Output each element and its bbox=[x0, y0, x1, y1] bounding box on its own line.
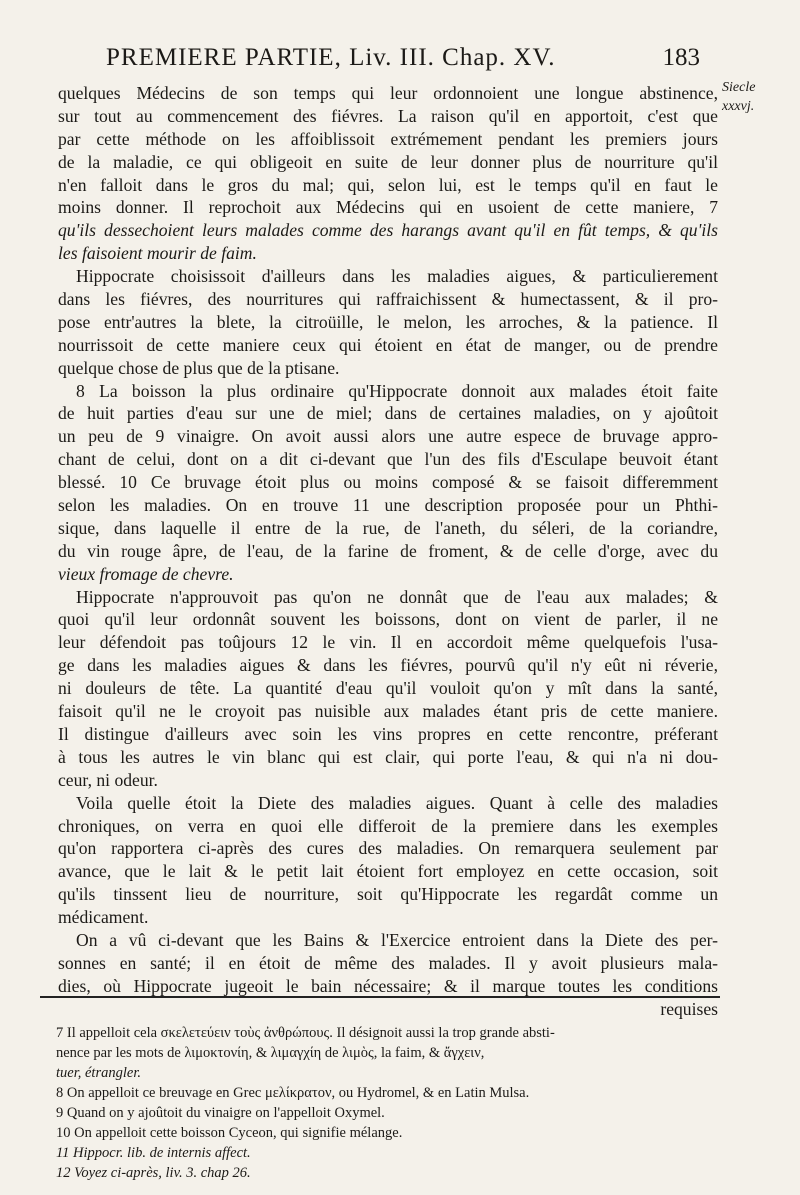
main-text bbox=[58, 82, 718, 1021]
text-line: faisoit qu'il ne le croyoit pas nuisible aux malades étant pris de cette maniere. bbox=[58, 701, 718, 722]
text-line: médicament. bbox=[58, 907, 149, 928]
text-line: qu'ils dessechoient leurs malades comme des harangs avant qu'il en fût temps, & qu'ils bbox=[58, 220, 718, 241]
text-line: selon les maladies. On en trouve 11 une description proposée pour un Phthi- bbox=[58, 495, 718, 516]
footnote-line: 10 On appelloit cette boisson Cyceon, qui signifie mélange. bbox=[56, 1125, 403, 1141]
text-line: sur tout au commencement des fiévres. La raison qu'il en apportoit, c'est que bbox=[58, 105, 718, 126]
margin-note-line: xxxvj. bbox=[722, 99, 755, 114]
text-line: sonnes en santé; il en étoit de même des malades. Il y avoit plusieurs mala- bbox=[58, 952, 718, 973]
text-line: quelques Médecins de son temps qui leur ordonnoient une longue abstinence, bbox=[58, 83, 718, 103]
text-line: dies, où Hippocrate jugeoit le bain nécessaire; & il marque toutes les conditions bbox=[58, 975, 718, 996]
text-line: avance, que le lait & le petit lait étoient fort employez en cette occasion, soit bbox=[58, 861, 718, 882]
text-line: blessé. 10 Ce bruvage étoit plus ou moins composé & se faisoit differemment bbox=[58, 472, 718, 493]
footnote-rule bbox=[40, 996, 720, 998]
running-header bbox=[60, 44, 700, 76]
text-line: moins donner. Il reprochoit aux Médecins qui en usoient de cette maniere, 7 bbox=[58, 197, 718, 218]
text-line: Il distingue d'ailleurs avec soin les vins propres en cette rencontre, préferant bbox=[58, 723, 718, 744]
text-line: ni douleurs de tête. La quantité d'eau qu'il vouloit qu'on y mît dans la santé, bbox=[58, 678, 718, 699]
text-line: ceur, ni odeur. bbox=[58, 769, 158, 790]
margin-note-line: Siecle bbox=[722, 80, 756, 95]
text-line: du vin rouge âpre, de l'eau, de la farine de froment, & de celle d'orge, avec du bbox=[58, 540, 718, 561]
text-line: quelque chose de plus que de la ptisane. bbox=[58, 357, 340, 378]
footnote-line: 7 Il appelloit cela σκελετεύειν τοὺς ἀνθρώπους. Il désignoit aussi la trop grande absti- bbox=[56, 1025, 555, 1041]
text-line: les faisoient mourir de faim. bbox=[58, 243, 257, 264]
text-line: dans les fiévres, des nourritures qui raffraichissent & humectassent, & il pro- bbox=[58, 289, 718, 310]
text-line: par cette méthode on les affoiblissoit extrémement pendant les premiers jours bbox=[58, 128, 718, 149]
text-line: pose entr'autres la blete, la citroüille, le melon, les arroches, & la patience. Il bbox=[58, 311, 718, 332]
margin-note bbox=[722, 78, 800, 116]
catchword: requises bbox=[660, 998, 718, 1019]
text-line: Hippocrate n'approuvoit pas qu'on ne donnât que de l'eau aux malades; & bbox=[76, 586, 718, 607]
text-line: ge dans les maladies aigues & dans les fiévres, pourvû qu'il n'y eût ni réverie, bbox=[58, 655, 718, 676]
text-line: sique, dans laquelle il entre de la rue, de l'aneth, du séleri, de la coriandre, bbox=[58, 517, 718, 538]
text-line: 8 La boisson la plus ordinaire qu'Hippocrate donnoit aux malades étoit faite bbox=[76, 380, 718, 401]
text-line: vieux fromage de chevre. bbox=[58, 563, 234, 584]
footnote-line: nence par les mots de λιμοκτονίη, & λιμαγχίη de λιμὸς, la faim, & ἄγχειν, bbox=[56, 1045, 485, 1061]
footnotes bbox=[56, 1023, 720, 1183]
text-line: à tous les autres le vin blanc qui est clair, qui porte l'eau, & qui n'a ni dou- bbox=[58, 746, 718, 767]
text-line: Voila quelle étoit la Diete des maladies aigues. Quant à celle des maladies bbox=[76, 792, 718, 813]
text-line: nourrissoit de cette maniere ceux qui étoient en état de manger, ou de prendre bbox=[58, 334, 718, 355]
text-line: un peu de 9 vinaigre. On avoit aussi alors une autre espece de bruvage appro- bbox=[58, 426, 718, 447]
text-line: chroniques, on verra en quoi elle differoit de la premiere dans les exemples bbox=[58, 815, 718, 836]
running-title: PREMIERE PARTIE, Liv. III. Chap. XV. bbox=[106, 44, 556, 71]
text-line: chant de celui, dont on a dit ci-devant que l'un des fils d'Esculape beuvoit étant bbox=[58, 449, 718, 470]
text-line: qu'ils tinssent lieu de nourriture, soit qu'Hippocrate les regardât comme un bbox=[58, 884, 718, 905]
text-line: On a vû ci-devant que les Bains & l'Exercice entroient dans la Diete des per- bbox=[76, 929, 718, 950]
footnote-line: 8 On appelloit ce breuvage en Grec μελίκρατον, ou Hydromel, & en Latin Mulsa. bbox=[56, 1085, 530, 1101]
footnote-line: 11 Hippocr. lib. de internis affect. bbox=[56, 1145, 251, 1161]
text-line: quoi qu'il leur ordonnât souvent les boissons, dont on vient de parler, il ne bbox=[58, 609, 718, 630]
text-line: qu'on rapportera ci-après des cures des maladies. On remarquera seulement par bbox=[58, 838, 718, 859]
footnote-line: tuer, étrangler. bbox=[56, 1065, 141, 1081]
text-line: de la maladie, ce qui obligeoit en suite de leur donner plus de nourriture qu'il bbox=[58, 151, 718, 172]
footnote-line: 12 Voyez ci-après, liv. 3. chap 26. bbox=[56, 1165, 251, 1181]
footnote-line: 9 Quand on y ajoûtoit du vinaigre on l'appelloit Oxymel. bbox=[56, 1105, 385, 1121]
text-line: n'en falloit dans le gros du mal; qui, selon lui, est le temps qu'il en faut le bbox=[58, 174, 718, 195]
page-number: 183 bbox=[662, 44, 700, 71]
text-line: Hippocrate choisissoit d'ailleurs dans les maladies aigues, & particulierement bbox=[76, 266, 718, 287]
text-line: de huit parties d'eau sur une de miel; dans de certaines maladies, on y ajoûtoit bbox=[58, 403, 718, 424]
text-line: leur défendoit pas toûjours 12 le vin. Il en accordoit même quelquefois l'usa- bbox=[58, 632, 718, 653]
